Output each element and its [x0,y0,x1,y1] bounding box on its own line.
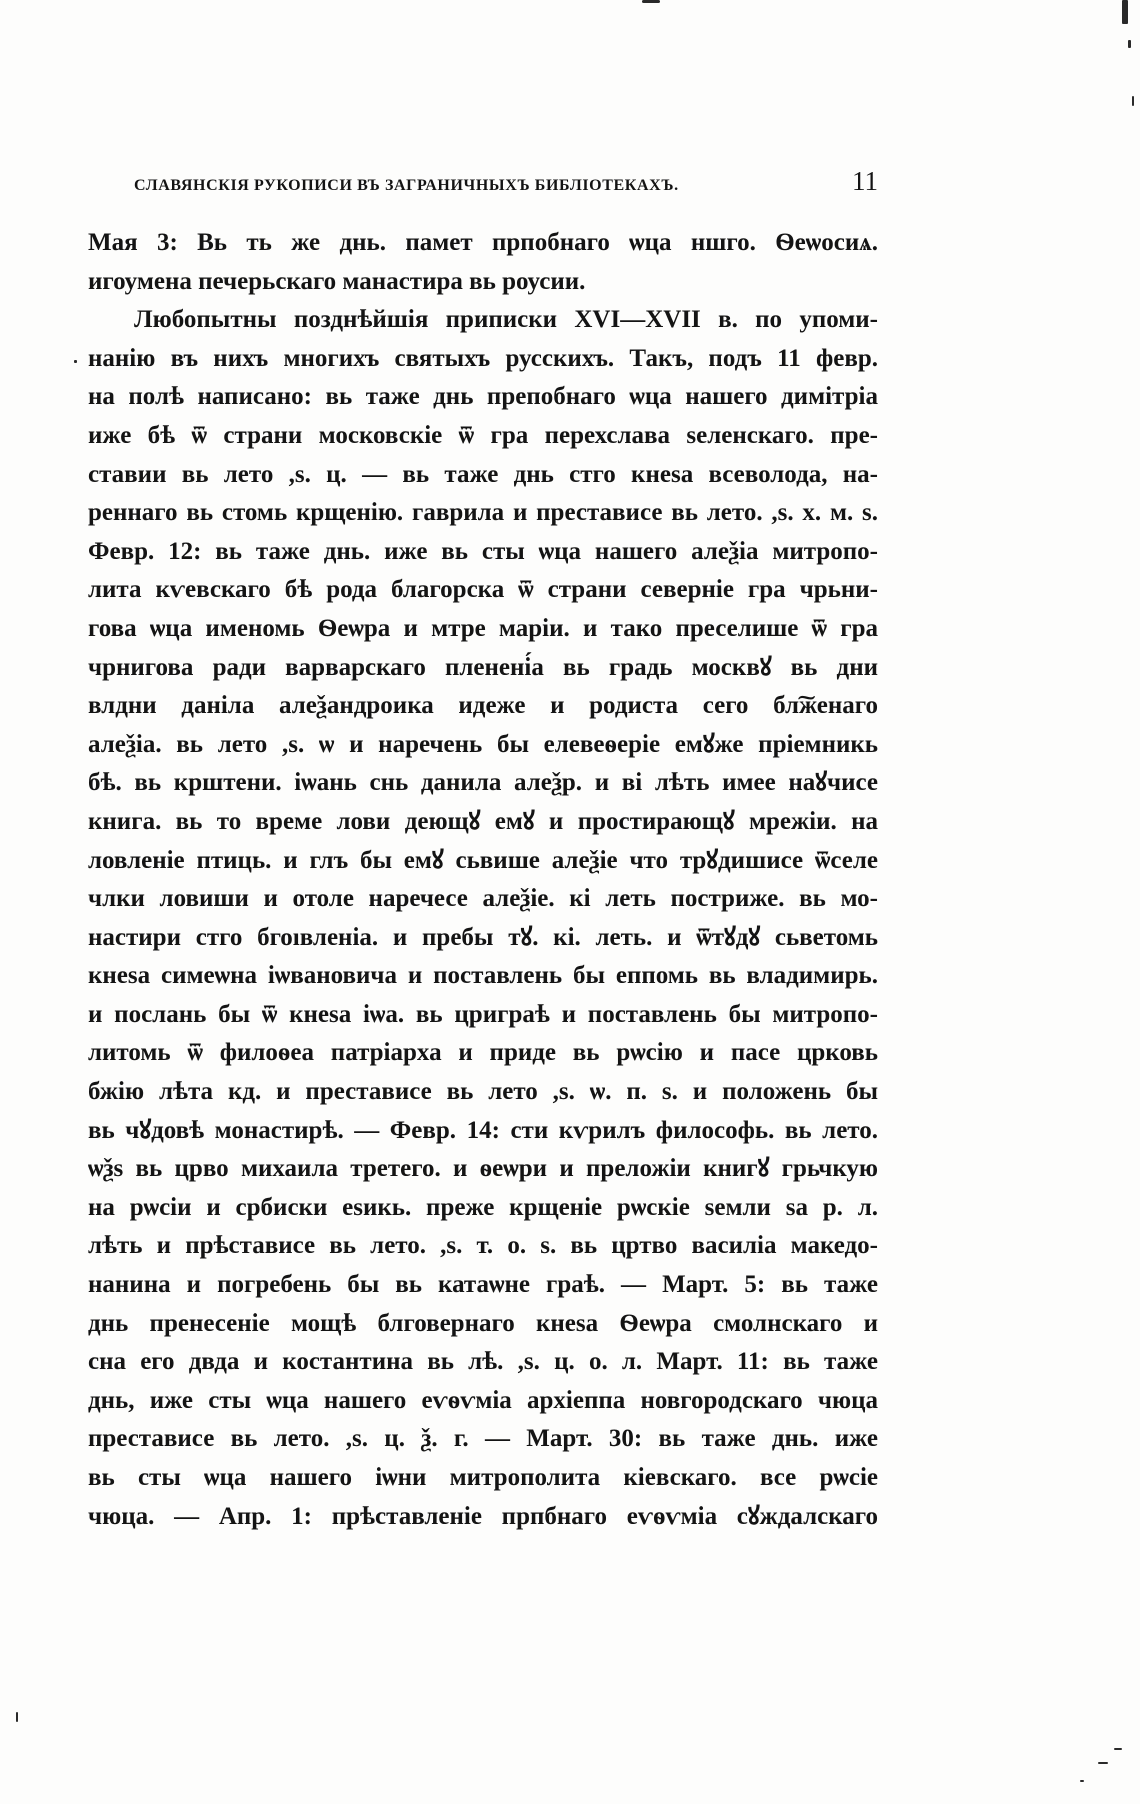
text-line: иже бѣ ѿ страни московскіе ѿ гра перехслава ѕеленскаго. пре- [88,421,878,449]
text-line: реннаго вь стомь крщенію. гаврила и престависе вь лето. ,ѕ. х. м. ѕ. [88,499,878,527]
text-line: настири стго бгоıвленіа. и пребы тꙋ. кі. леть. и ѿтꙋдꙋ сьветомь [88,923,878,951]
text-line: Любопытны позднѣйшія приписки XVI—XVII в. по упоми- [134,306,878,334]
running-title: СЛАВЯНСКІЯ РУКОПИСИ ВЪ ЗАГРАНИЧНЫХЪ БИБЛІОТЕКАХЪ. [134,177,679,194]
scan-mark [1132,96,1134,106]
scan-mark [1098,1762,1108,1764]
scan-mark [1080,1780,1084,1782]
text-line: алеѯіа. вь лето ,ѕ. ѡ и наречень бы елевеѳеріе емꙋже пріемникь [88,730,878,758]
text-line: днь пренесеніе мощѣ блговернаго кнеѕа Ѳеѡра смолнскаго и [88,1309,878,1337]
text-line: нанію въ нихъ многихъ святыхъ русскихъ. Такъ, подъ 11 февр. [88,344,878,372]
text-line: Мая 3: Вь ть же днь. памет прпобнаго ѡца ншго. Ѳеѡосиѧ. [88,229,878,256]
scan-mark [1128,40,1131,48]
text-line: и послань бы ѿ кнеѕа іѡа. вь цриграѣ и поставлень бы митропо- [88,1000,878,1028]
text-line: чюца. — Апр. 1: прѣставленіе прпбнаго еѵѳѵміа сꙋждалскаго [88,1502,878,1530]
page-number: 11 [852,166,878,196]
text-line: ставии вь лето ,ѕ. ц. — вь таже днь стго кнеѕа всеволода, на- [88,460,878,488]
scan-mark [1122,0,1128,24]
text-line: вь сты ѡца нашего іѡни митрополита кіевскаго. все рѡсіе [88,1464,878,1491]
text-line: вь чꙋдовѣ монастирѣ. — Февр. 14: сти кѵрилъ философь. вь лето. [88,1116,878,1144]
text-line: влдни даніла алеѯандроика идеже и родиста сего бл͠женаго [88,692,878,720]
text-line: игоумена печерьскаго манастира вь роусии. [88,267,586,295]
text-line: сна его двда и костантина вь лѣ. ,ѕ. ц. о. л. Март. 11: вь таже [88,1348,878,1376]
running-head [134,166,878,198]
body-text [88,224,878,1536]
text-line: днь, иже сты ѡца нашего еѵѳѵміа архіеппа новгородскаго чюца [88,1386,878,1414]
text-line: бѣ. вь крштени. іѡань снь данила алеѯр. и ві лѣть имее наꙋчисе [88,769,878,797]
scan-mark [1114,1748,1122,1750]
scan-mark [16,1712,18,1722]
text-line: нанина и погребень бы вь катаѡне граѣ. — Март. 5: вь таже [88,1271,878,1299]
text-line: члки ловиши и отоле наречесе алеѯіе. кі леть постриже. вь мо- [88,885,878,913]
text-line: на рѡсіи и србиски еѕикь. преже крщеніе рѡскіе ѕемли ѕа р. л. [88,1193,878,1221]
text-line: лита кѵевскаго бѣ рода благорска ѿ страни северніе гра чрьни- [88,576,878,604]
text-line: чрнигова ради варварскаго пленені́а вь градь москвꙋ вь дни [88,653,878,681]
text-line: лѣть и прѣстависе вь лето. ,ѕ. т. о. ѕ. вь цртво василіа македо- [88,1232,878,1260]
scan-mark [74,360,77,363]
text-line: престависе вь лето. ,ѕ. ц. ѯ. г. — Март. 30: вь таже днь. иже [88,1425,878,1453]
text-line: книга. вь то време лови деющꙋ емꙋ и простирающꙋ мрежіи. на [88,807,878,835]
text-line: литомь ѿ филоѳеа патріарха и приде вь рѡсію и пасе црковь [88,1039,878,1067]
scan-mark [642,0,660,3]
text-line: на полѣ написано: вь таже днь препобнаго ѡца нашего димітріа [88,383,878,411]
text-line: бжію лѣта кд. и престависе вь лето ,ѕ. ѡ. п. ѕ. и положень бы [88,1078,878,1106]
text-line: кнеѕа симеѡна іѡвановича и поставлень бы еппомь вь владимирь. [88,962,878,990]
text-line: Февр. 12: вь таже днь. иже вь сты ѡца нашего алеѯіа митропо- [88,537,878,565]
text-line: ловленіе птиць. и глъ бы емꙋ сьвише алеѯіе что трꙋдишисе ѿселе [88,846,878,874]
text-line: ѡѯѕ вь црво михаила третего. и ѳеѡри и преложіи книгꙋ грьчкую [88,1155,878,1183]
text-line: гова ѡца именомь Ѳеѡра и мтре маріи. и тако преселише ѿ гра [88,614,878,642]
